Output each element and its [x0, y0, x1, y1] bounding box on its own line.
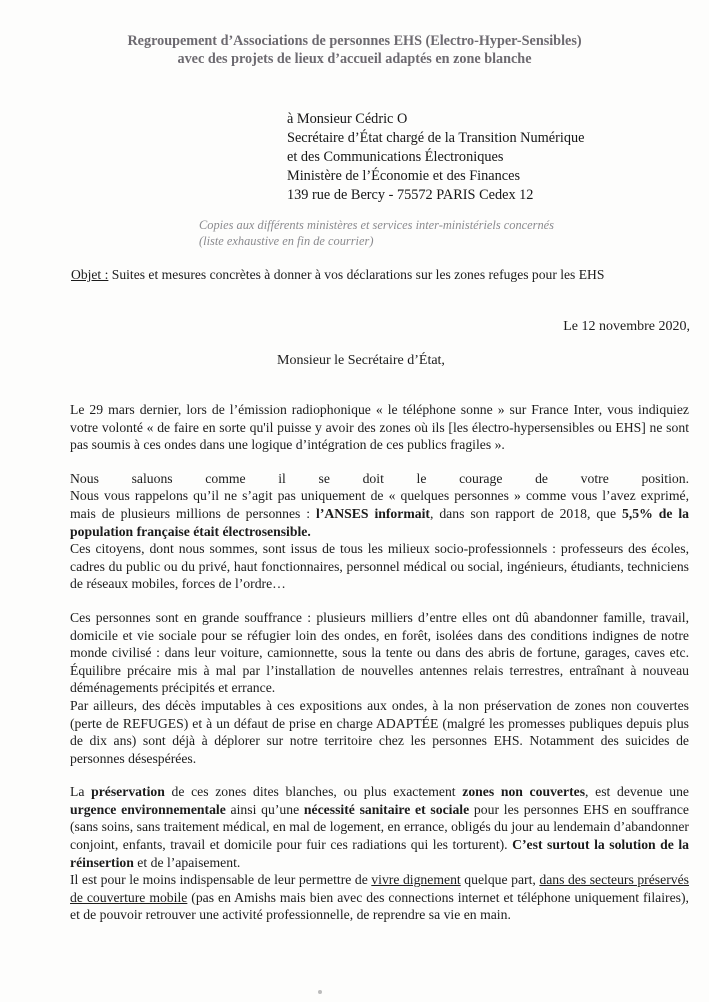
letter-body	[70, 401, 689, 924]
recipient-address	[287, 110, 697, 205]
subject-label: Objet :	[71, 267, 109, 282]
recipient-line: 139 rue de Bercy - 75572 PARIS Cedex 12	[287, 187, 534, 203]
letterhead-line-1: Regroupement d’Associations de personnes EHS (Electro-Hyper-Sensibles)	[127, 33, 582, 49]
paragraph-1: Le 29 mars dernier, lors de l’émission radiophonique « le téléphone sonne » sur France Inter, vous indiquiez votre volonté « de faire en sorte qu'il puisse y avoir des zones où ils [les électro-hypersensibles ou EHS] ne sont pas soumis à ces ondes dans une logique d’intégration de ces publics fragiles ».	[70, 402, 689, 453]
paragraph-4: La préservation de ces zones dites blanches, ou plus exactement zones non couvertes, est devenue une urgence environnementale ainsi qu’une nécessité sanitaire et sociale pour les personnes EHS en souffrance (sans soins, sans traitement médical, en mal de logement, en errance, obligés du jour au lendemain d’abandonner conjoint, enfants, travail et domicile pour fuir ces radiations qui les torturent). C’est surtout la solution de la réinsertion et de l’apaisement.	[70, 784, 689, 870]
letterhead-line-2: avec des projets de lieux d’accueil adaptés en zone blanche	[177, 50, 532, 67]
paragraph-3b: Par ailleurs, des décès imputables à ces expositions aux ondes, à la non préservation de zones non couvertes (perte de REFUGES) et à un défaut de prise en charge ADAPTÉE (malgré les promesses publiques depuis plus de dix ans) sont déjà à déplorer sur notre territoire chez les personnes EHS. Notamment des suicides de personnes désespérées.	[70, 697, 689, 766]
paragraph-2c: Ces citoyens, dont nous sommes, sont issus de tous les milieux socio-professionnels : professeurs des écoles, cadres du public ou du privé, haut fonctionnaires, personnel médical ou social, ingénieurs, étudiants, techniciens de réseaux mobiles, forces de l’ordre…	[70, 541, 689, 592]
recipient-line: et des Communications Électroniques	[287, 149, 504, 165]
paragraph-2b: Nous vous rappelons qu’il ne s’agit pas uniquement de « quelques personnes » comme vous l’avez exprimé, mais de plusieurs millions de personnes : l’ANSES informait, dans son rapport de 2018, que 5,5% de la population française était électrosensible.	[70, 488, 690, 539]
recipient-line: Secrétaire d’État chargé de la Transition Numérique	[287, 130, 585, 146]
copies-line-1: Copies aux différents ministères et services inter-ministériels concernés	[199, 218, 554, 232]
paragraph-5: Il est pour le moins indispensable de leur permettre de vivre dignement quelque part, dans des secteurs préservés de couverture mobile (pas en Amishs mais bien avec des connections internet et téléphone uniquement filaires), et de pouvoir retrouver une activité professionnelle, de reprendre sa vie en main.	[70, 872, 690, 923]
paragraph-2a: Nous saluons comme il se doit le courage de votre position.	[70, 470, 689, 486]
letterhead	[0, 33, 709, 68]
subject-text: Suites et mesures concrètes à donner à vos déclarations sur les zones refuges pour les EHS	[111, 267, 605, 282]
copies-line-2: (liste exhaustive en fin de courrier)	[199, 233, 374, 248]
recipient-line: Ministère de l’Économie et des Finances	[287, 168, 521, 184]
copies-note	[199, 218, 659, 249]
scan-speck	[318, 990, 322, 994]
subject-line	[71, 266, 691, 283]
paragraph-3a: Ces personnes sont en grande souffrance : plusieurs milliers d’entre elles ont dû abandonner famille, travail, domicile et vie sociale pour se réfugier loin des ondes, en forêt, isolées dans des conditions indignes de notre monde civilisé : dans leur voiture, camionnette, sous la tente ou dans des abris de fortune, garages, caves etc. Équilibre précaire mis à mal par l’installation de nouvelles antennes relais terrestres, entraînant à nouveau déménagements précipités et errance.	[70, 609, 689, 696]
salutation: Monsieur le Secrétaire d’État,	[277, 353, 445, 368]
letter-date: Le 12 novembre 2020,	[563, 319, 690, 334]
recipient-line: à Monsieur Cédric O	[287, 111, 408, 127]
